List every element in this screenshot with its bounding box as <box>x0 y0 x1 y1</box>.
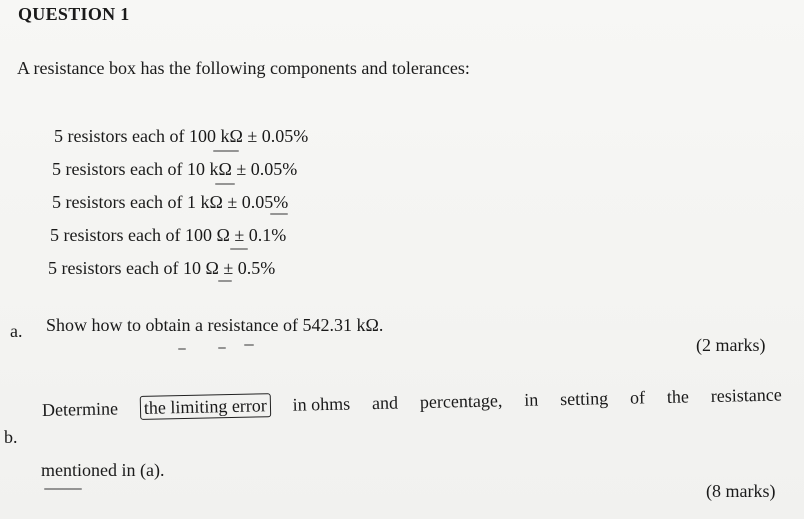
pen-dash <box>244 344 254 346</box>
part-a-text: Show how to obtain a resistance of 542.31 kΩ. <box>46 315 384 335</box>
part-b-label: b. <box>4 427 18 447</box>
pen-dash <box>218 347 226 349</box>
part-b-boxed-phrase: the limiting error <box>140 393 271 420</box>
component-item: 5 resistors each of 100 kΩ ± 0.05% <box>54 126 309 146</box>
part-b-word: the <box>666 385 690 407</box>
part-a-label: a. <box>10 321 23 341</box>
part-b-word: of <box>629 386 646 408</box>
pen-underline <box>218 280 232 282</box>
component-item: 5 resistors each of 100 Ω ± 0.1% <box>50 225 287 245</box>
component-item: 5 resistors each of 1 kΩ ± 0.05% <box>52 192 289 212</box>
part-b-word: in ohms <box>292 393 351 415</box>
part-b-word: setting <box>559 387 609 409</box>
part-b-word: and <box>371 392 399 413</box>
pen-underline <box>215 183 235 185</box>
part-b-text-line2: mentioned in (a). <box>41 460 165 480</box>
part-b-word: percentage, <box>419 389 503 412</box>
pen-underline <box>213 150 239 152</box>
part-b-word: in <box>524 389 539 410</box>
component-item: 5 resistors each of 10 Ω ± 0.5% <box>48 258 276 278</box>
pen-underline <box>270 213 288 215</box>
component-list <box>48 120 308 285</box>
question-intro: A resistance box has the following components and tolerances: <box>17 58 470 78</box>
component-item: 5 resistors each of 10 kΩ ± 0.05% <box>52 159 298 179</box>
pen-underline <box>230 248 248 250</box>
part-b-word: Determine <box>41 397 119 420</box>
pen-dash <box>178 348 186 350</box>
part-b-text-line1 <box>42 383 782 422</box>
part-b-word: resistance <box>710 384 782 406</box>
part-a-marks: (2 marks) <box>696 335 766 355</box>
part-b-marks: (8 marks) <box>706 481 776 501</box>
question-heading: QUESTION 1 <box>18 4 130 24</box>
pen-underline <box>44 488 82 490</box>
